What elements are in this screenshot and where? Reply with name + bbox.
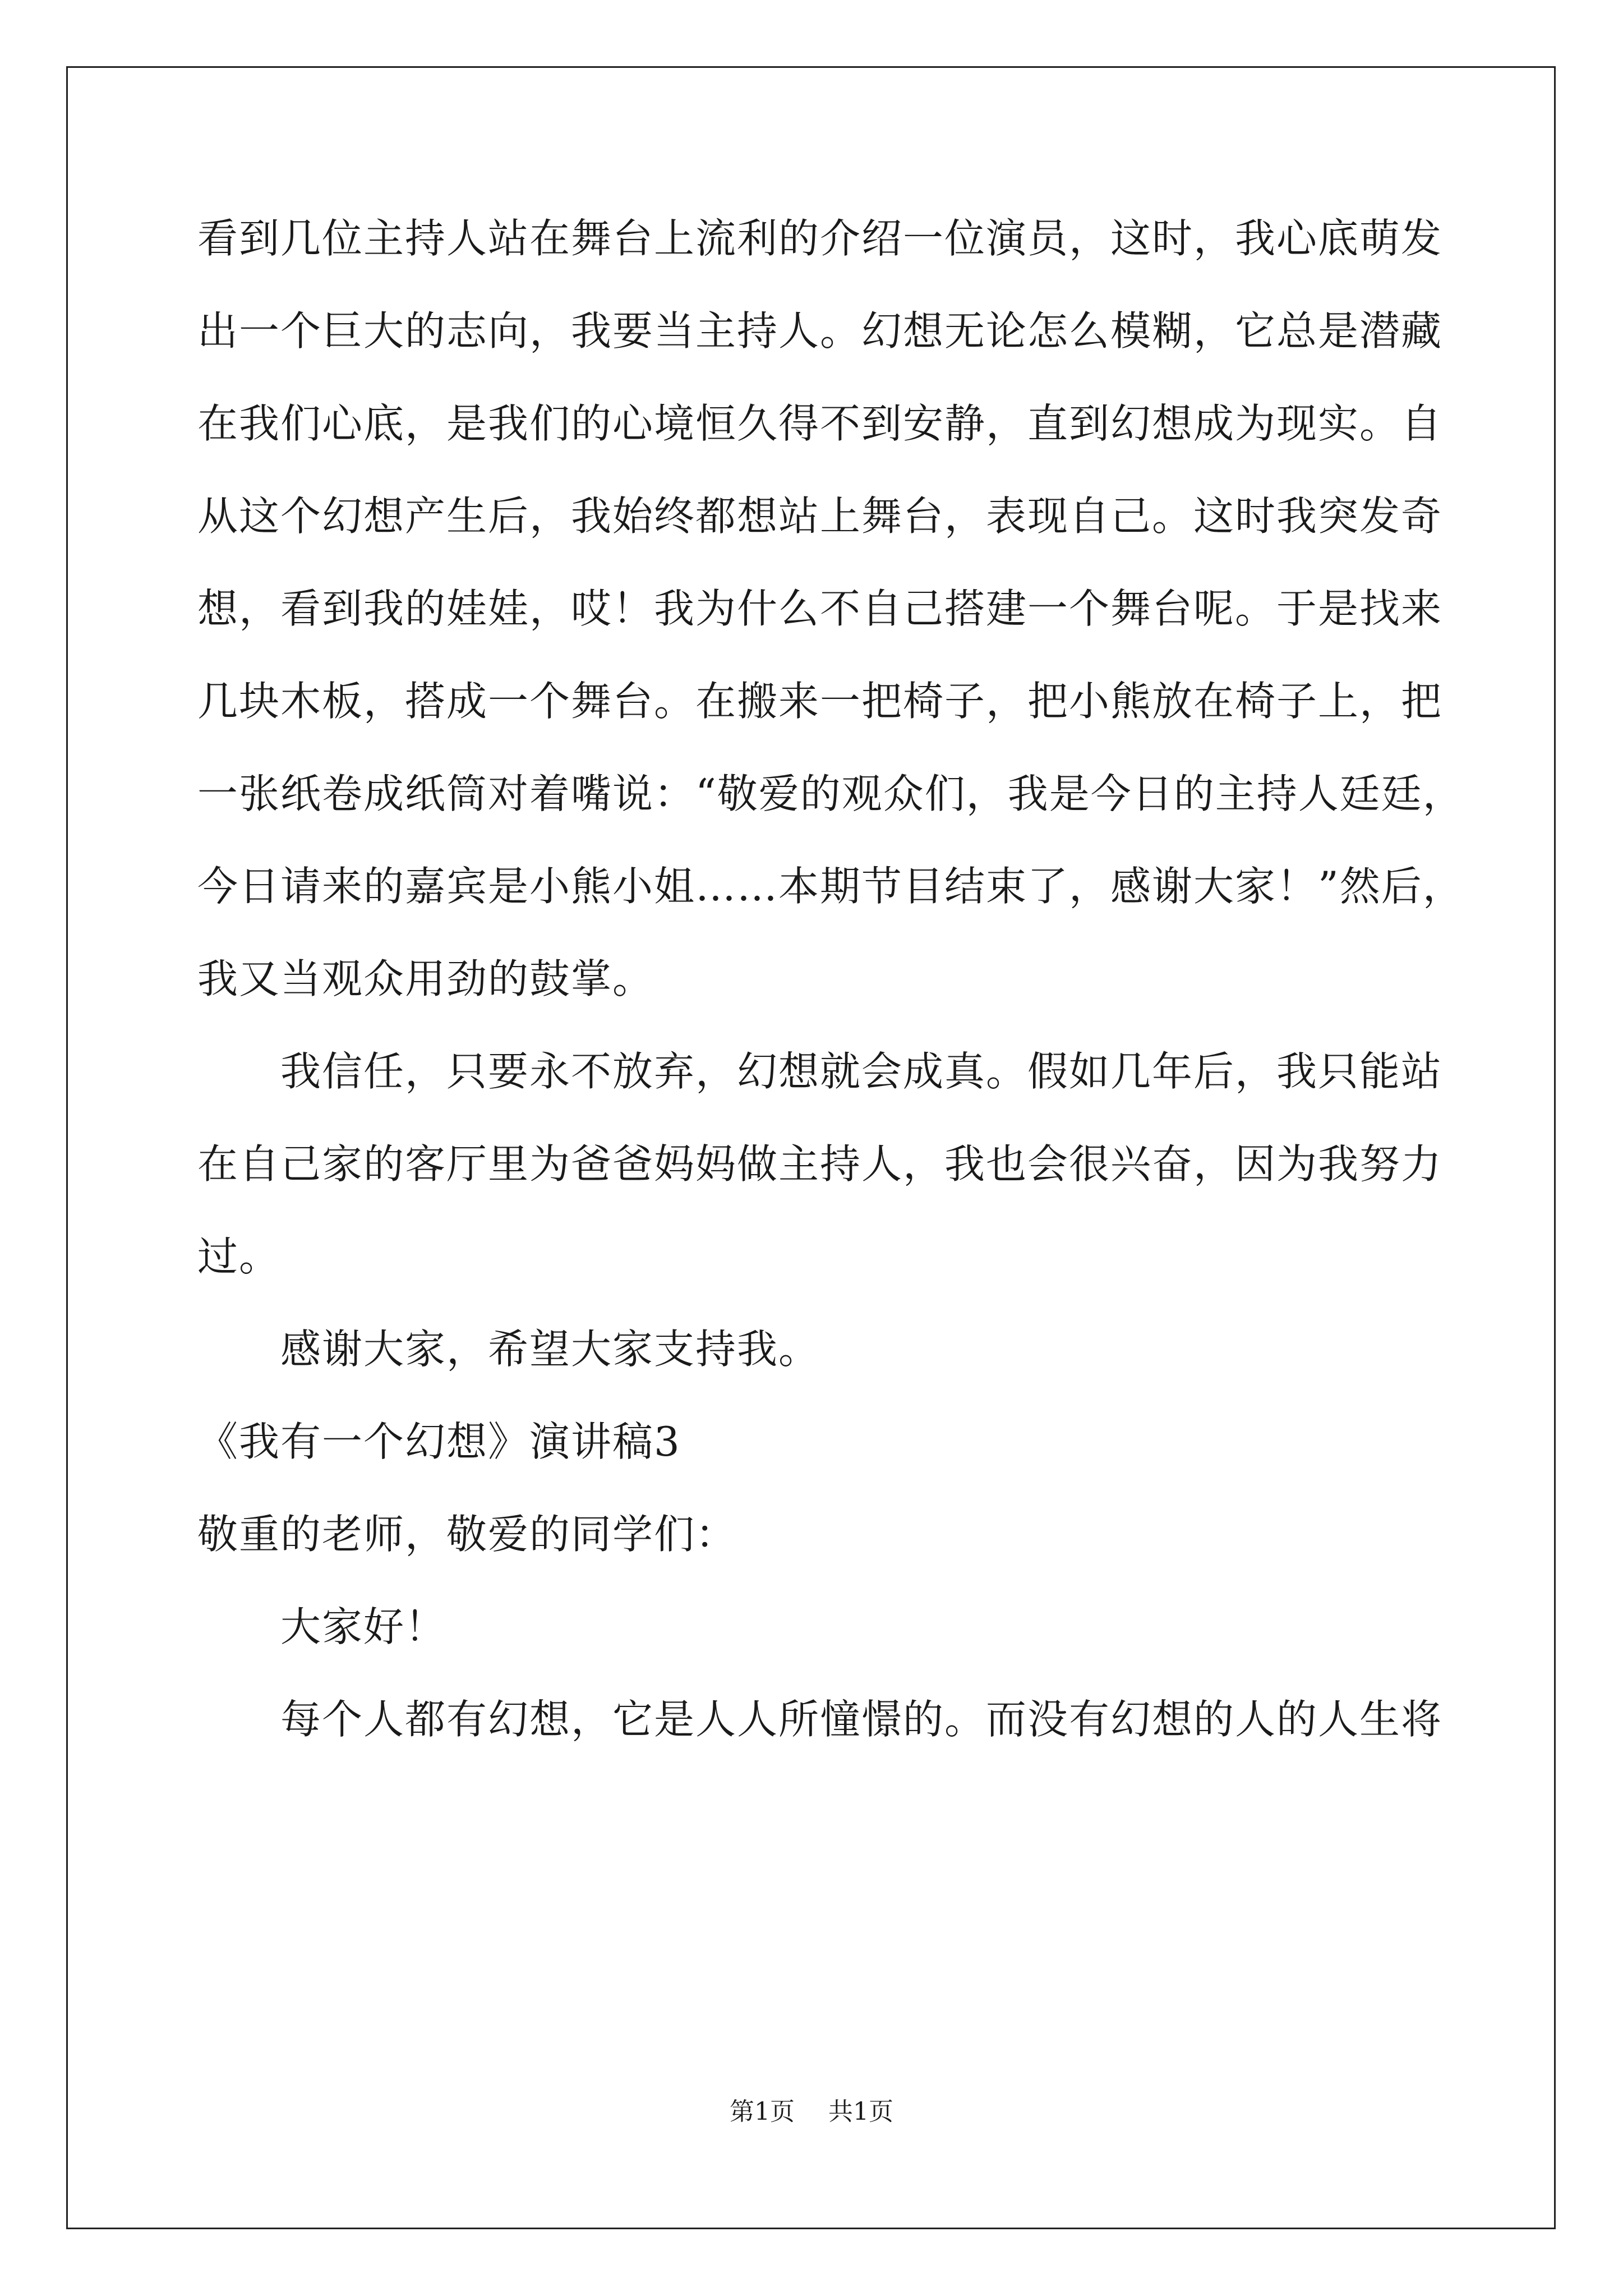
page-total: 共1页 xyxy=(828,2097,893,2126)
page-footer xyxy=(0,2098,1623,2126)
paragraph-line: 一张纸卷成纸筒对着嘴说：“敬爱的观众们，我是今日的主持人廷廷， xyxy=(197,770,1464,817)
paragraph-line: 在我们心底，是我们的心境恒久得不到安静，直到幻想成为现实。自 xyxy=(197,400,1443,447)
paragraph-line: 感谢大家，希望大家支持我。 xyxy=(280,1326,820,1373)
paragraph-line: 出一个巨大的志向，我要当主持人。幻想无论怎么模糊，它总是潜藏 xyxy=(197,307,1443,355)
document-body xyxy=(197,213,1464,1787)
paragraph-line: 在自己家的客厅里为爸爸妈妈做主持人，我也会很兴奋，因为我努力 xyxy=(197,1140,1443,1188)
paragraph-line: 过。 xyxy=(197,1233,281,1280)
page-number: 第1页 xyxy=(730,2097,795,2126)
paragraph-line: 几块木板，搭成一个舞台。在搬来一把椅子，把小熊放在椅子上，把 xyxy=(197,678,1443,725)
paragraph-line: 看到几位主持人站在舞台上流利的介绍一位演员，这时，我心底萌发 xyxy=(197,215,1443,262)
section-heading: 《我有一个幻想》演讲稿3 xyxy=(197,1418,681,1465)
salutation: 敬重的老师，敬爱的同学们： xyxy=(197,1511,737,1558)
paragraph-line: 今日请来的嘉宾是小熊小姐……本期节目结束了，感谢大家！”然后， xyxy=(197,863,1464,910)
paragraph-line: 想，看到我的娃娃，哎！我为什么不自己搭建一个舞台呢。于是找来 xyxy=(197,585,1443,632)
paragraph-line: 从这个幻想产生后，我始终都想站上舞台，表现自己。这时我突发奇 xyxy=(197,493,1443,540)
paragraph-line: 我信任，只要永不放弃，幻想就会成真。假如几年后，我只能站 xyxy=(280,1048,1443,1095)
paragraph-line: 每个人都有幻想，它是人人所憧憬的。而没有幻想的人的人生将 xyxy=(280,1696,1443,1743)
paragraph-line: 我又当观众用劲的鼓掌。 xyxy=(197,955,654,1002)
greeting: 大家好！ xyxy=(280,1603,447,1650)
